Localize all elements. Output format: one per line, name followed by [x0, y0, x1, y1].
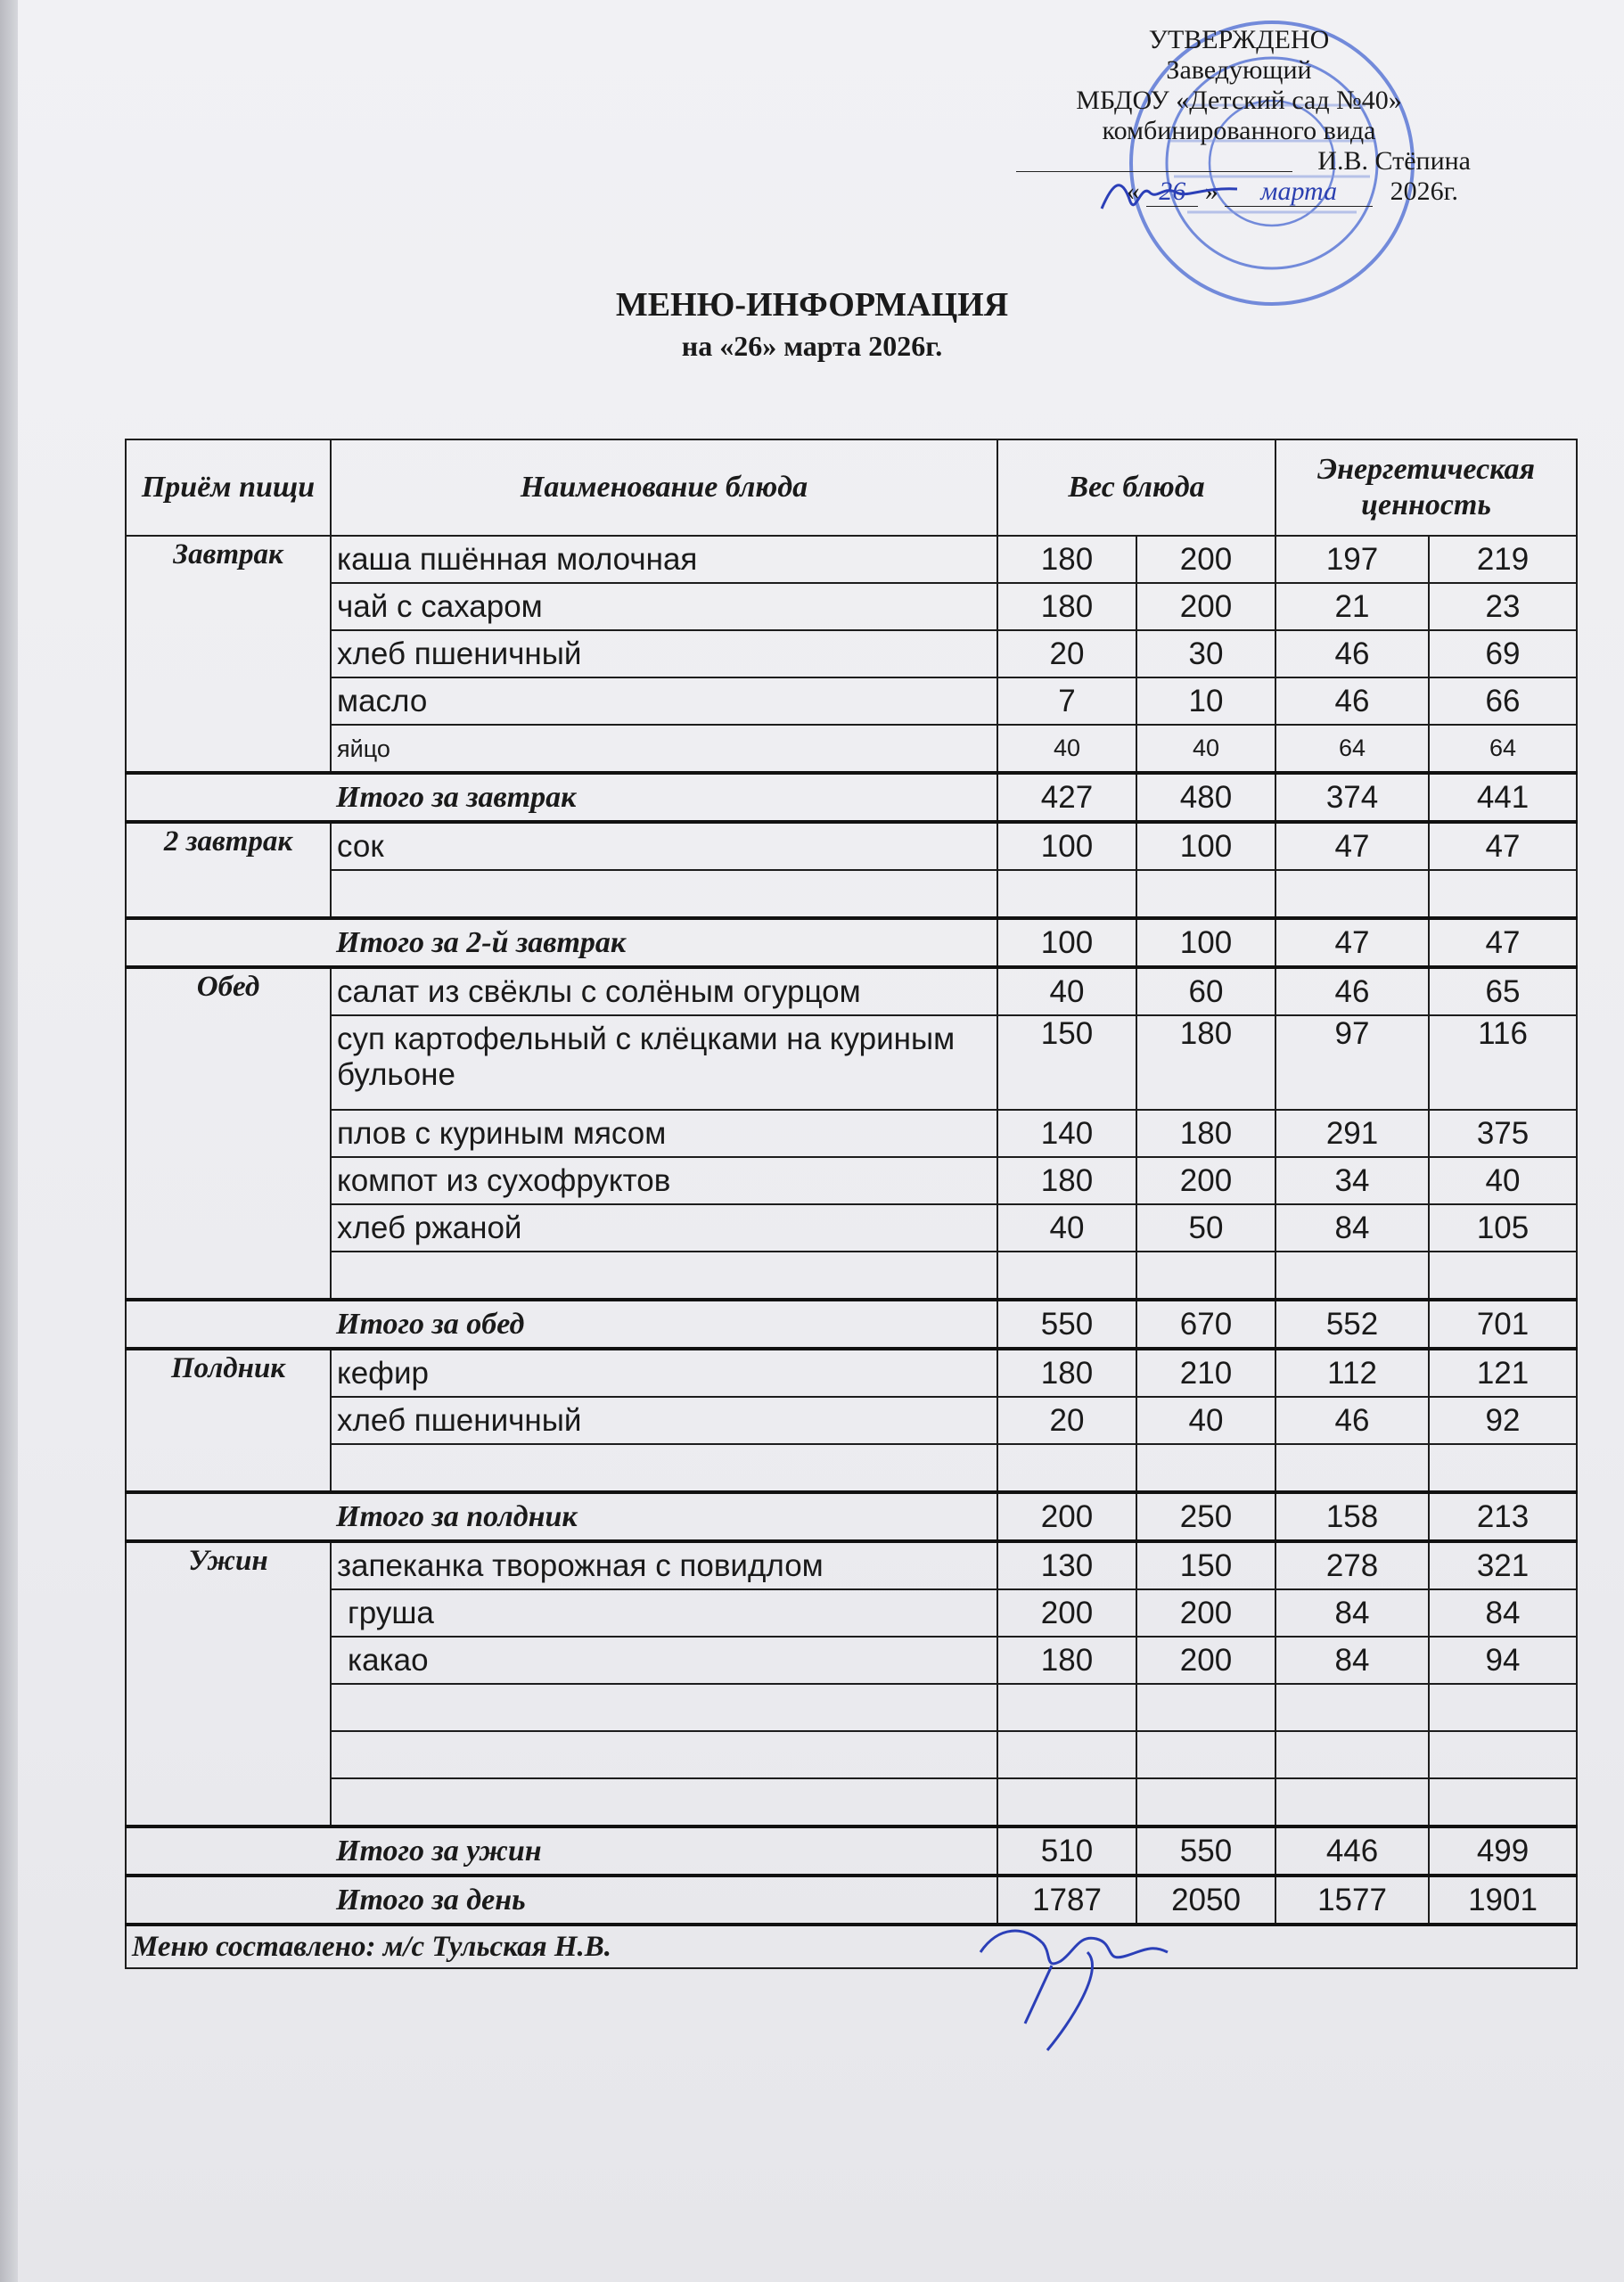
empty-cell	[331, 1252, 997, 1300]
total-energy-1: 1577	[1275, 1876, 1429, 1925]
table-row	[126, 1541, 1577, 1589]
total-label: Итого за день	[126, 1876, 997, 1925]
empty-cell	[1275, 1731, 1429, 1778]
date-year: 2026г.	[1390, 176, 1458, 206]
energy-2: 47	[1429, 822, 1577, 870]
total-weight-1: 1787	[997, 1876, 1136, 1925]
weight-1: 100	[997, 822, 1136, 870]
meal-dinner: Ужин	[126, 1541, 331, 1826]
empty-cell	[1429, 870, 1577, 918]
table-row	[126, 725, 1577, 773]
energy-2: 219	[1429, 536, 1577, 583]
total-energy-1: 47	[1275, 918, 1429, 967]
dish-name: суп картофельный с клёцками на куриным бульоне	[331, 1015, 997, 1110]
weight-2: 200	[1136, 1589, 1275, 1637]
weight-1: 180	[997, 1637, 1136, 1684]
energy-1: 46	[1275, 630, 1429, 677]
total-energy-2: 441	[1429, 773, 1577, 822]
table-row	[126, 1637, 1577, 1684]
total-row-snack	[126, 1492, 1577, 1541]
empty-cell	[1136, 1731, 1275, 1778]
total-row-dinner	[126, 1826, 1577, 1876]
total-weight-2: 480	[1136, 773, 1275, 822]
weight-1: 20	[997, 630, 1136, 677]
total-weight-1: 200	[997, 1492, 1136, 1541]
date-close-quote: »	[1204, 176, 1218, 206]
empty-cell	[1429, 1731, 1577, 1778]
empty-cell	[1275, 870, 1429, 918]
dish-name: груша	[331, 1589, 997, 1637]
energy-2: 64	[1429, 725, 1577, 773]
weight-2: 180	[1136, 1110, 1275, 1157]
total-weight-1: 100	[997, 918, 1136, 967]
weight-1: 150	[997, 1015, 1136, 1110]
dish-name: каша пшённая молочная	[331, 536, 997, 583]
table-row-empty	[126, 1444, 1577, 1492]
table-row-empty	[126, 1778, 1577, 1826]
weight-2: 200	[1136, 1637, 1275, 1684]
empty-cell	[1275, 1684, 1429, 1731]
energy-1: 278	[1275, 1541, 1429, 1589]
empty-cell	[997, 1778, 1136, 1826]
total-weight-2: 250	[1136, 1492, 1275, 1541]
empty-cell	[997, 1252, 1136, 1300]
weight-1: 130	[997, 1541, 1136, 1589]
weight-1: 40	[997, 725, 1136, 773]
dish-name: хлеб пшеничный	[331, 630, 997, 677]
table-row	[126, 536, 1577, 583]
weight-1: 180	[997, 1157, 1136, 1204]
table-row	[126, 967, 1577, 1015]
empty-cell	[331, 1684, 997, 1731]
weight-1: 180	[997, 536, 1136, 583]
signatory-name: И.В. Стёпина	[1317, 146, 1471, 176]
weight-1: 40	[997, 1204, 1136, 1252]
weight-2: 40	[1136, 1397, 1275, 1444]
table-row	[126, 822, 1577, 870]
dish-name: компот из сухофруктов	[331, 1157, 997, 1204]
compiled-by: Меню составлено: м/с Тульская Н.В.	[126, 1925, 1577, 1968]
energy-1: 84	[1275, 1204, 1429, 1252]
energy-2: 69	[1429, 630, 1577, 677]
dish-name: хлеб пшеничный	[331, 1397, 997, 1444]
weight-1: 20	[997, 1397, 1136, 1444]
weight-2: 200	[1136, 583, 1275, 630]
total-weight-2: 550	[1136, 1826, 1275, 1876]
date-month: марта	[1225, 176, 1373, 207]
energy-1: 64	[1275, 725, 1429, 773]
approval-line: Заведующий	[1166, 55, 1312, 85]
empty-cell	[1275, 1444, 1429, 1492]
dish-name: чай с сахаром	[331, 583, 997, 630]
meal-lunch: Обед	[126, 967, 331, 1300]
energy-1: 97	[1275, 1015, 1429, 1110]
header-dish: Наименование блюда	[331, 439, 997, 536]
empty-cell	[331, 870, 997, 918]
empty-cell	[1275, 1252, 1429, 1300]
total-weight-1: 510	[997, 1826, 1136, 1876]
weight-1: 7	[997, 677, 1136, 725]
page-title: МЕНЮ-ИНФОРМАЦИЯ	[615, 286, 1009, 324]
approver-signature-icon	[1095, 166, 1246, 219]
empty-cell	[1429, 1444, 1577, 1492]
energy-1: 46	[1275, 1397, 1429, 1444]
energy-2: 321	[1429, 1541, 1577, 1589]
total-weight-2: 2050	[1136, 1876, 1275, 1925]
table-row-empty	[126, 1252, 1577, 1300]
dish-name: какао	[331, 1637, 997, 1684]
weight-2: 200	[1136, 536, 1275, 583]
weight-1: 180	[997, 1349, 1136, 1397]
empty-cell	[1429, 1252, 1577, 1300]
empty-cell	[1136, 870, 1275, 918]
energy-2: 116	[1429, 1015, 1577, 1110]
empty-cell	[1136, 1778, 1275, 1826]
empty-cell	[997, 870, 1136, 918]
energy-1: 84	[1275, 1637, 1429, 1684]
total-energy-2: 1901	[1429, 1876, 1577, 1925]
table-row	[126, 583, 1577, 630]
empty-cell	[997, 1731, 1136, 1778]
weight-2: 10	[1136, 677, 1275, 725]
empty-cell	[1136, 1684, 1275, 1731]
energy-2: 92	[1429, 1397, 1577, 1444]
energy-1: 112	[1275, 1349, 1429, 1397]
approval-line: комбинированного вида	[1102, 116, 1376, 145]
dish-name: плов с куриным мясом	[331, 1110, 997, 1157]
empty-cell	[331, 1731, 997, 1778]
weight-2: 200	[1136, 1157, 1275, 1204]
table-row	[126, 1349, 1577, 1397]
dish-name: масло	[331, 677, 997, 725]
empty-cell	[1429, 1778, 1577, 1826]
total-label: Итого за ужин	[126, 1826, 997, 1876]
empty-cell	[1136, 1252, 1275, 1300]
energy-1: 34	[1275, 1157, 1429, 1204]
weight-2: 60	[1136, 967, 1275, 1015]
empty-cell	[1136, 1444, 1275, 1492]
total-weight-2: 670	[1136, 1300, 1275, 1349]
compiler-signature-icon	[963, 1917, 1194, 2059]
total-energy-2: 499	[1429, 1826, 1577, 1876]
header-energy: Энергетическая ценность	[1275, 439, 1577, 536]
total-energy-1: 158	[1275, 1492, 1429, 1541]
dish-name: сок	[331, 822, 997, 870]
energy-1: 46	[1275, 677, 1429, 725]
energy-2: 23	[1429, 583, 1577, 630]
table-row	[126, 1110, 1577, 1157]
total-row-breakfast	[126, 773, 1577, 822]
weight-2: 180	[1136, 1015, 1275, 1110]
table-row	[126, 630, 1577, 677]
total-weight-1: 550	[997, 1300, 1136, 1349]
energy-2: 105	[1429, 1204, 1577, 1252]
weight-2: 210	[1136, 1349, 1275, 1397]
total-energy-1: 552	[1275, 1300, 1429, 1349]
header-meal: Приём пищи	[126, 439, 331, 536]
table-row	[126, 1397, 1577, 1444]
weight-1: 200	[997, 1589, 1136, 1637]
date-open-quote: «	[1126, 176, 1140, 206]
total-energy-2: 213	[1429, 1492, 1577, 1541]
energy-1: 46	[1275, 967, 1429, 1015]
total-row-second-breakfast	[126, 918, 1577, 967]
table-row	[126, 1204, 1577, 1252]
energy-2: 40	[1429, 1157, 1577, 1204]
total-row-lunch	[126, 1300, 1577, 1349]
table-row-empty	[126, 870, 1577, 918]
energy-1: 291	[1275, 1110, 1429, 1157]
approval-line: МБДОУ «Детский сад №40»	[1076, 86, 1402, 115]
weight-2: 100	[1136, 822, 1275, 870]
dish-name: хлеб ржаной	[331, 1204, 997, 1252]
weight-2: 150	[1136, 1541, 1275, 1589]
total-weight-1: 427	[997, 773, 1136, 822]
table-header-row	[126, 439, 1577, 536]
page-subtitle: на «26» марта 2026г.	[681, 330, 943, 362]
total-label: Итого за завтрак	[126, 773, 997, 822]
meal-snack: Полдник	[126, 1349, 331, 1492]
table-row-empty	[126, 1684, 1577, 1731]
total-label: Итого за обед	[126, 1300, 997, 1349]
header-weight: Вес блюда	[997, 439, 1275, 536]
energy-1: 197	[1275, 536, 1429, 583]
weight-1: 140	[997, 1110, 1136, 1157]
table-row	[126, 677, 1577, 725]
meal-second-breakfast: 2 завтрак	[126, 822, 331, 918]
empty-cell	[997, 1444, 1136, 1492]
dish-name: яйцо	[331, 725, 997, 773]
dish-name: салат из свёклы с солёным огурцом	[331, 967, 997, 1015]
total-energy-1: 374	[1275, 773, 1429, 822]
footer-row	[126, 1925, 1577, 1968]
energy-2: 375	[1429, 1110, 1577, 1157]
total-energy-2: 701	[1429, 1300, 1577, 1349]
approval-line: УТВЕРЖДЕНО	[1148, 25, 1330, 54]
total-energy-1: 446	[1275, 1826, 1429, 1876]
empty-cell	[1429, 1684, 1577, 1731]
weight-1: 40	[997, 967, 1136, 1015]
energy-1: 84	[1275, 1589, 1429, 1637]
menu-table	[125, 439, 1578, 1969]
energy-1: 47	[1275, 822, 1429, 870]
total-label: Итого за полдник	[126, 1492, 997, 1541]
table-row	[126, 1589, 1577, 1637]
table-row-empty	[126, 1731, 1577, 1778]
empty-cell	[997, 1684, 1136, 1731]
meal-breakfast: Завтрак	[126, 536, 331, 773]
empty-cell	[1275, 1778, 1429, 1826]
table-row	[126, 1015, 1577, 1110]
empty-cell	[331, 1444, 997, 1492]
energy-2: 65	[1429, 967, 1577, 1015]
dish-name: кефир	[331, 1349, 997, 1397]
total-weight-2: 100	[1136, 918, 1275, 967]
empty-cell	[331, 1778, 997, 1826]
energy-1: 21	[1275, 583, 1429, 630]
energy-2: 121	[1429, 1349, 1577, 1397]
dish-name: запеканка творожная с повидлом	[331, 1541, 997, 1589]
total-label: Итого за 2-й завтрак	[126, 918, 997, 967]
weight-2: 50	[1136, 1204, 1275, 1252]
total-energy-2: 47	[1429, 918, 1577, 967]
energy-2: 94	[1429, 1637, 1577, 1684]
total-row-day	[126, 1876, 1577, 1925]
weight-2: 40	[1136, 725, 1275, 773]
energy-2: 66	[1429, 677, 1577, 725]
energy-2: 84	[1429, 1589, 1577, 1637]
weight-2: 30	[1136, 630, 1275, 677]
weight-1: 180	[997, 583, 1136, 630]
date-day: 26	[1146, 176, 1198, 207]
table-row	[126, 1157, 1577, 1204]
